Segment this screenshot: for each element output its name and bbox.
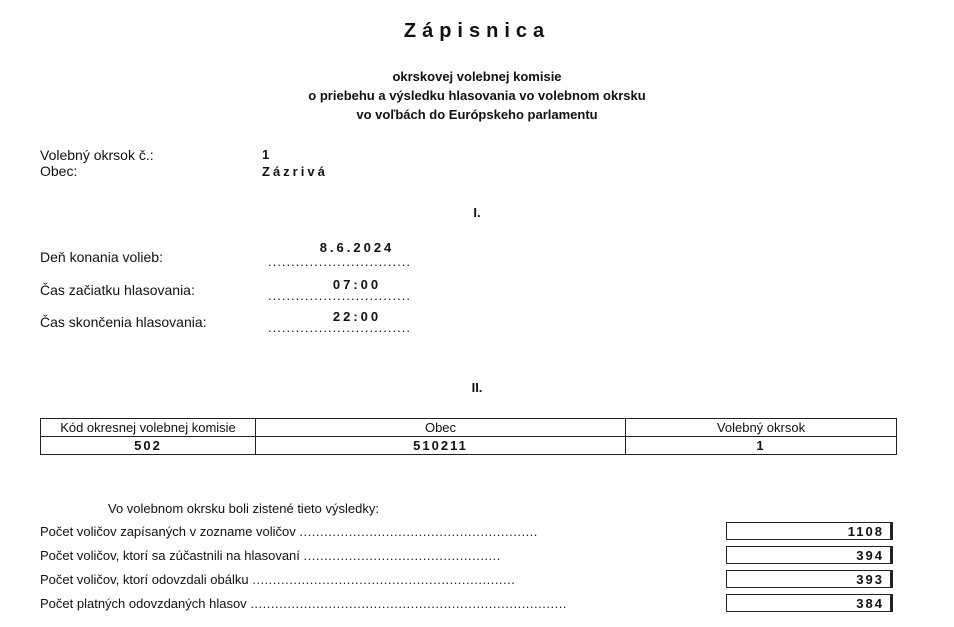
- voting-start-dots: ...............................: [268, 288, 411, 303]
- header-commission-code: Kód okresnej volebnej komisie: [41, 419, 256, 437]
- result-label-envelopes: Počet voličov, ktorí odovzdali obálku ................................................................: [40, 572, 516, 587]
- voting-start-value: 07:00: [332, 277, 382, 292]
- result-value-valid-votes: 384: [726, 594, 893, 612]
- voting-end-dots: ...............................: [268, 320, 411, 335]
- value-commission-code: 502: [41, 437, 256, 455]
- municipality-value: Zázrivá: [262, 164, 328, 179]
- value-district: 1: [626, 437, 897, 455]
- document-title: Zápisnica: [403, 20, 551, 42]
- result-value-envelopes: 393: [726, 570, 893, 588]
- district-number-value: 1: [262, 147, 270, 162]
- section-one-heading: I.: [473, 205, 481, 220]
- table-header-row: [41, 419, 897, 437]
- subtitle-line-2: o priebehu a výsledku hlasovania vo volebnom okrsku: [308, 88, 646, 103]
- election-day-label: Deň konania volieb:: [40, 249, 163, 265]
- district-number-label: Volebný okrsok č.:: [40, 147, 154, 163]
- result-label-registered: Počet voličov zapísaných v zozname voličov ..........................................................: [40, 524, 538, 539]
- voting-end-label: Čas skončenia hlasovania:: [40, 314, 207, 330]
- voting-end-value: 22:00: [332, 309, 382, 324]
- value-municipality: 510211: [256, 437, 626, 455]
- subtitle-line-3: vo voľbách do Európskeho parlamentu: [356, 107, 598, 122]
- subtitle-line-1: okrskovej volebnej komisie: [392, 69, 562, 84]
- table-row: [41, 437, 897, 455]
- section-two-heading: II.: [471, 380, 483, 395]
- header-district: Volebný okrsok: [626, 419, 897, 437]
- voting-start-label: Čas začiatku hlasovania:: [40, 282, 195, 298]
- result-value-participated: 394: [726, 546, 893, 564]
- municipality-label: Obec:: [40, 163, 78, 179]
- results-intro: Vo volebnom okrsku boli zistené tieto výsledky:: [108, 501, 379, 516]
- header-municipality: Obec: [256, 419, 626, 437]
- result-label-participated: Počet voličov, ktorí sa zúčastnili na hlasovaní ................................................: [40, 548, 501, 563]
- commission-code-table: [40, 418, 897, 455]
- election-day-dots: ...............................: [268, 254, 411, 269]
- election-day-value: 8.6.2024: [319, 240, 395, 255]
- result-value-registered: 1108: [726, 522, 893, 540]
- result-label-valid-votes: Počet platných odovzdaných hlasov .............................................................................: [40, 596, 567, 611]
